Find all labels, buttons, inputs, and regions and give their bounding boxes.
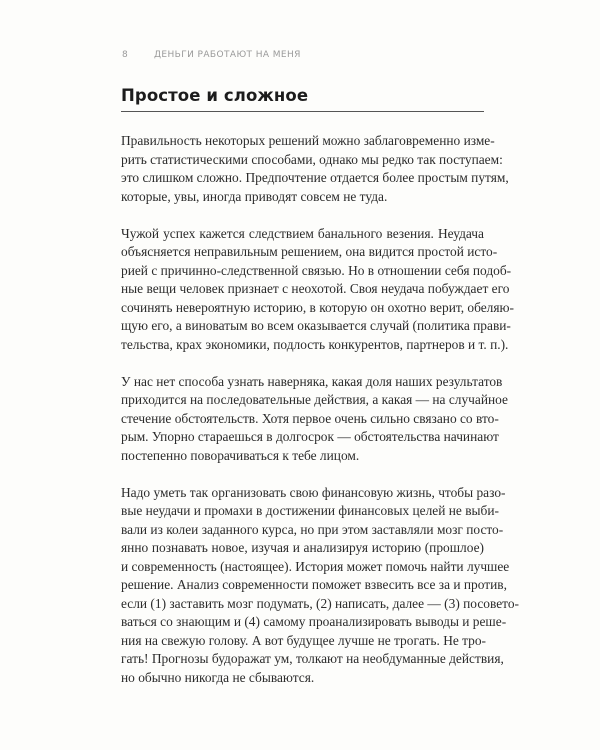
text-line: рить статистическими способами, однако мы редко так поступаем:	[121, 151, 503, 167]
paragraph	[121, 225, 514, 355]
text-line: сочинять невероятную историю, в которую он охотно верит, обеляю-	[121, 299, 514, 315]
paragraph	[121, 373, 508, 466]
text-line: щую его, а виноватым во всем оказывается случай (политика прави-	[121, 318, 511, 333]
text-line: гать! Прогнозы будоражат ум, толкают на необдуманные действия,	[121, 651, 504, 666]
text-line: приходится на последовательные действия, а какая — на случайное	[121, 392, 508, 407]
text-line: ваться со знающим и (4) самому проанализировать выводы и реше-	[121, 614, 507, 629]
page-number: 8	[122, 50, 129, 60]
body-text	[121, 132, 519, 706]
paragraph	[121, 132, 509, 206]
text-line: вые неудачи и промахи в достижении финансовых целей не выби-	[121, 503, 499, 518]
text-line: рией с причинно-следственной связью. Но в отношении себя подоб-	[121, 262, 512, 278]
text-line: вали из колеи заданного курса, но при этом заставляли мозг посто-	[121, 521, 504, 537]
text-line: Надо уметь так организовать свою финансовую жизнь, чтобы разо-	[121, 484, 506, 500]
text-line: это слишком сложно. Предпочтение отдается более простым путям,	[121, 170, 509, 185]
text-line: стечение обстоятельств. Хотя первое очень сильно связано со вто-	[121, 410, 499, 426]
text-line: которые, увы, иногда приводят совсем не туда.	[121, 188, 388, 204]
text-line: если (1) заставить мозг подумать, (2) написать, далее — (3) посовето-	[121, 595, 519, 611]
text-line: объясняется неправильным решением, она видится простой исто-	[121, 244, 498, 259]
running-header	[122, 50, 301, 60]
chapter-title: Простое и сложное	[121, 86, 309, 105]
text-line: янно познавать новое, изучая и анализируя историю (прошлое)	[121, 540, 484, 555]
text-line: Правильность некоторых решений можно заблаговременно изме-	[121, 133, 495, 148]
text-line: и современность (настоящее). История может помочь найти лучшее	[121, 558, 510, 574]
text-line: постепенно поворачиваться к тебе лицом.	[121, 447, 360, 463]
text-line: решение. Анализ современности поможет взвесить все за и против,	[121, 577, 507, 592]
paragraph	[121, 484, 519, 688]
text-line: тельства, крах экономики, подлость конкурентов, партнеров и т. п.).	[121, 336, 509, 352]
title-divider	[121, 111, 484, 112]
book-title: ДЕНЬГИ РАБОТАЮТ НА МЕНЯ	[154, 50, 301, 60]
text-line: У нас нет способа узнать наверняка, какая доля наших результатов	[121, 373, 503, 389]
text-line: но обычно никогда не сбываются.	[121, 669, 315, 685]
text-line: ния на свежую голову. А вот будущее лучше не трогать. Не тро-	[121, 632, 487, 648]
text-line: ные вещи человек признает с неохотой. Своя неудача побуждает его	[121, 281, 510, 296]
text-line: Чужой успех кажется следствием банального везения. Неудача	[121, 225, 484, 241]
text-line: рым. Упорно стараешься в долгосрок — обстоятельства начинают	[121, 429, 499, 444]
